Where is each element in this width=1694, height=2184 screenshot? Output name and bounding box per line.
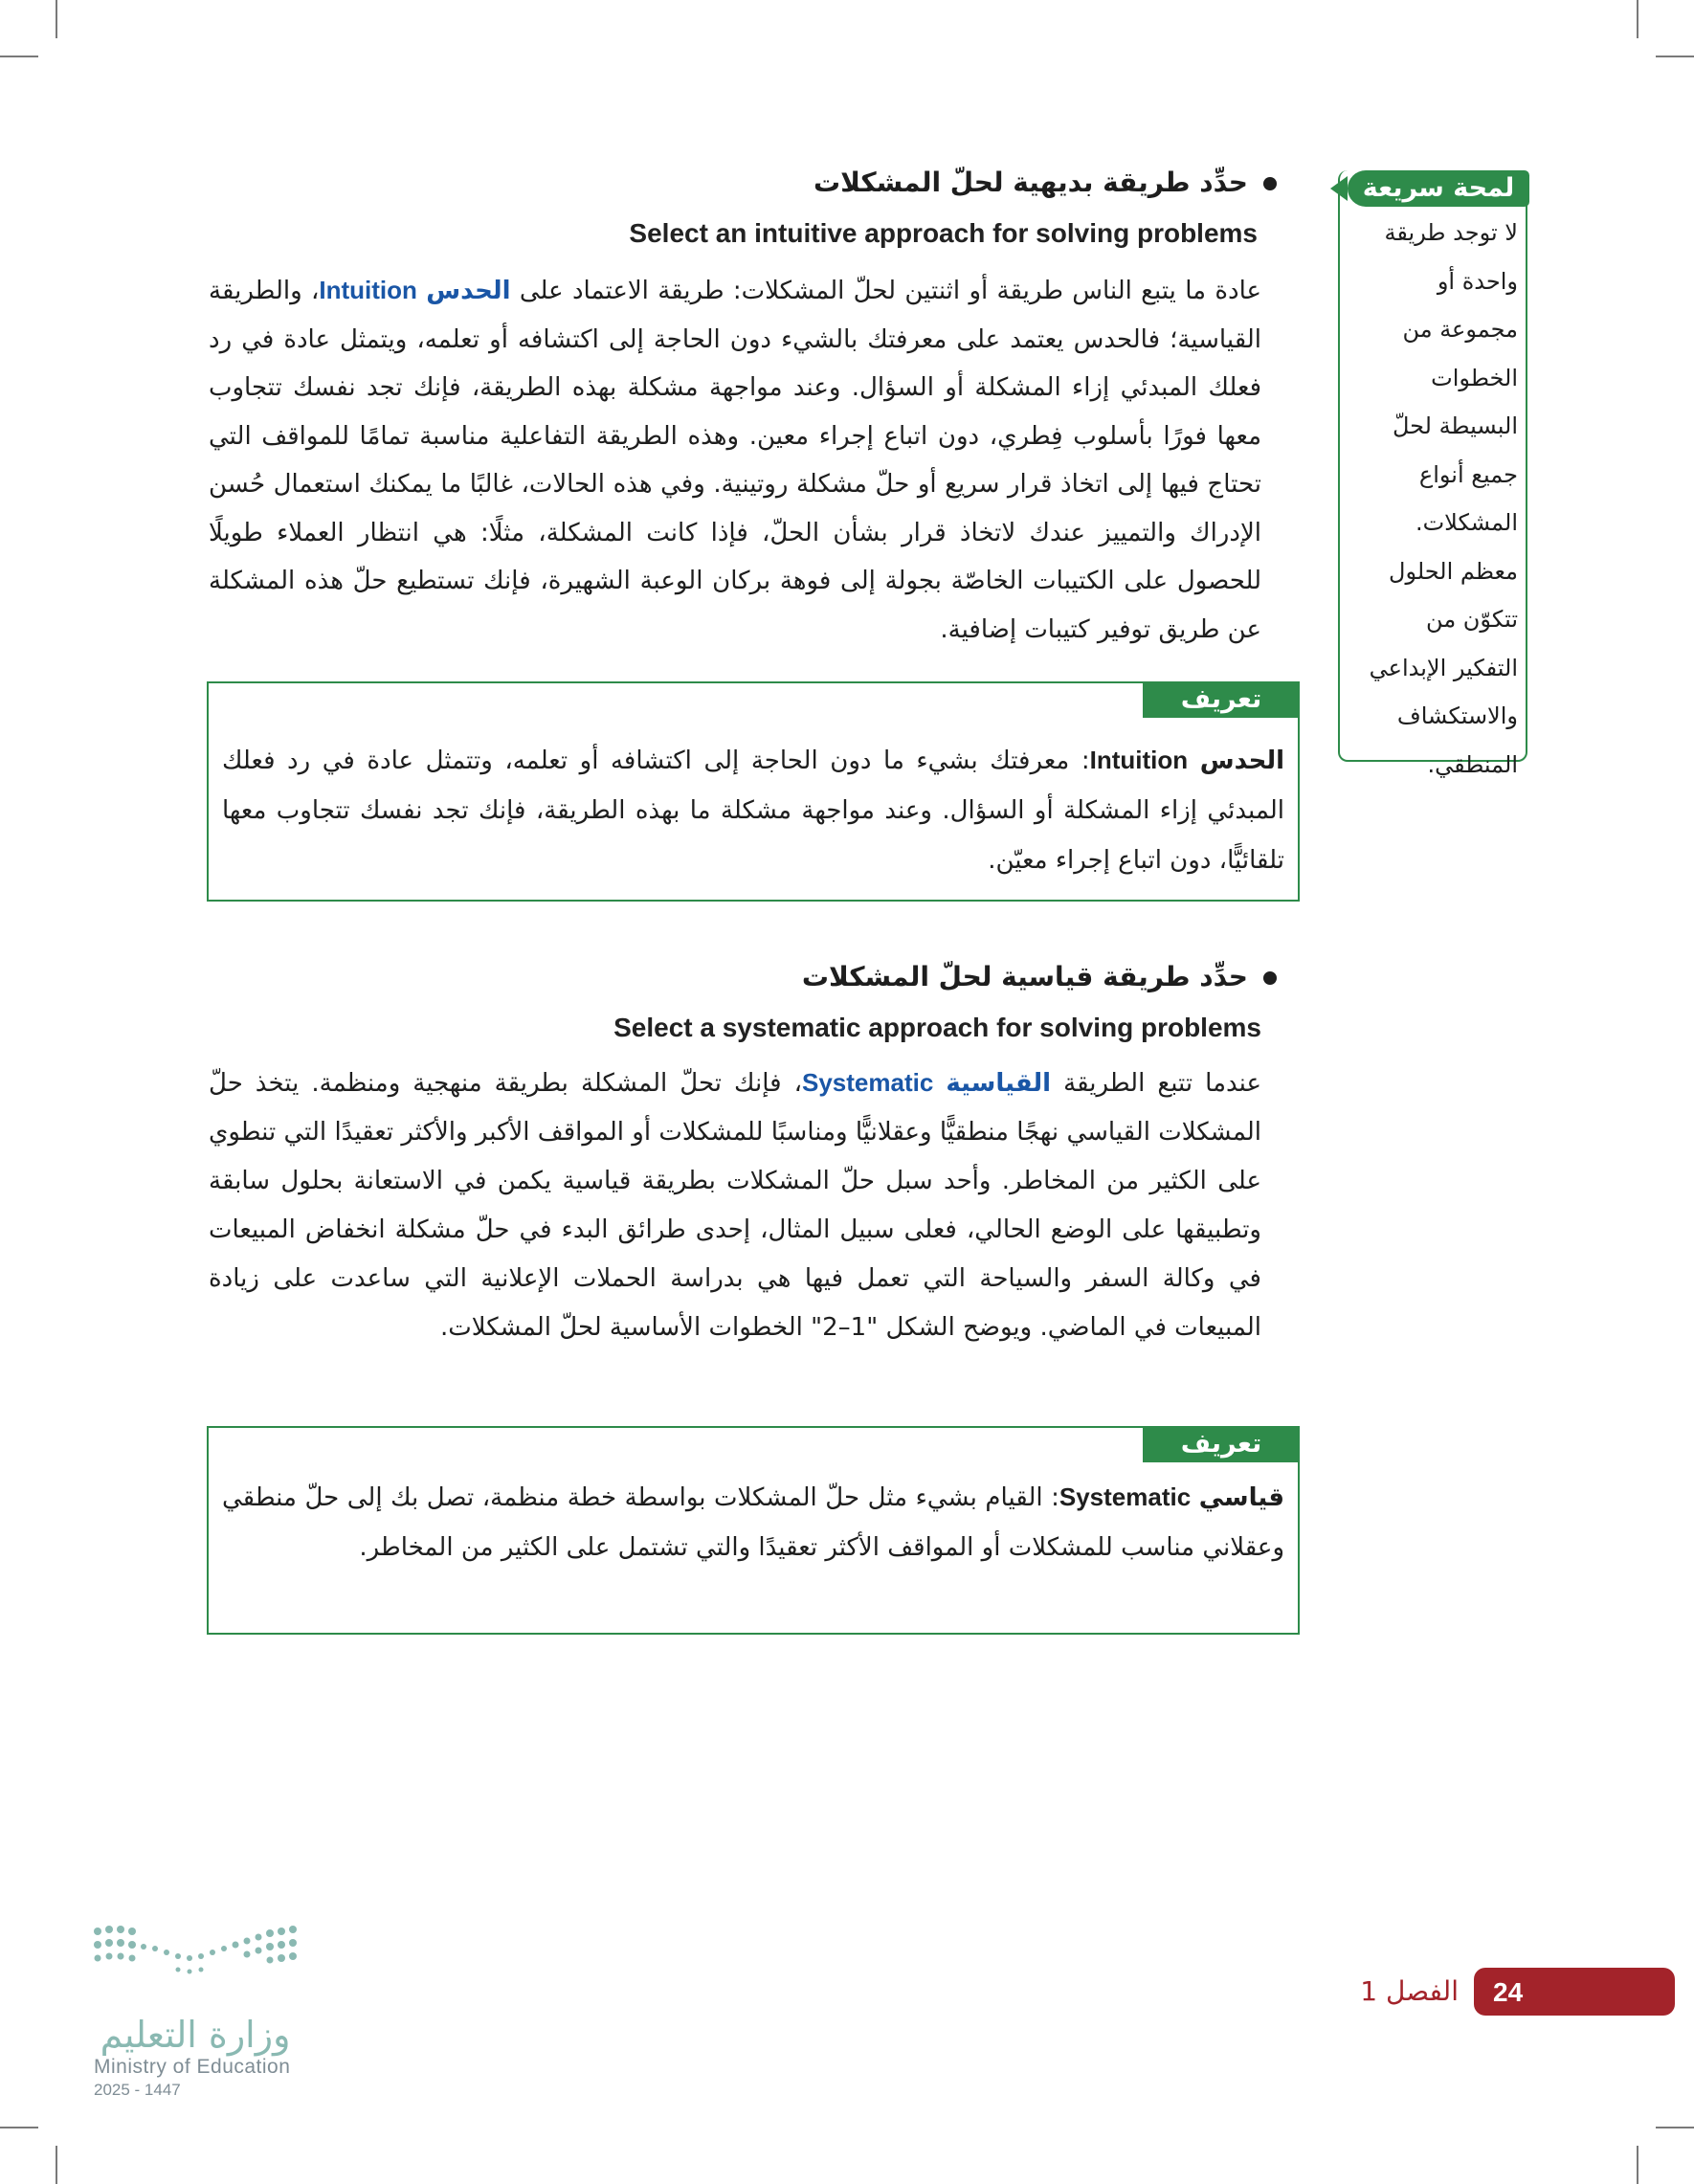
term-systematic-ar: القياسية xyxy=(946,1069,1052,1098)
quick-look-line: المنطقي. xyxy=(1427,750,1518,778)
term-systematic-en: Systematic xyxy=(802,1068,934,1097)
section2-body: ، فإنك تحلّ المشكلة بطريقة منهجية ومنظمة. يتخذ حلّ المشكلات القياسي نهجًا منطقيًّا وعقلانيًّا ومناسبًا للمشكلات أو المواقف الأكبر والأكثر تعقيدًا التي تنطوي على الكثير من المخاطر. وأحد سبل حلّ المشكلات بطريقة قياسية يكمن في الاستعانة بحلول سابقة وتطبيقها على الوضع الحالي، فعلى سبيل المثال، إحدى طرائق البدء في حلّ مشكلة انخفاض المبيعات في وكالة السفر والسياحة التي تعمل فيها هي بدراسة الحملات الإعلانية التي ساعدت على زيادة المبيعات في الماضي. ويوضح الشكل "1–2" الخطوات الأساسية لحلّ المشكلات. xyxy=(209,1069,1261,1342)
section1-paragraph xyxy=(209,266,1261,654)
section1-title-en: Select an intuitive approach for solving problems xyxy=(629,218,1258,248)
quick-look-body xyxy=(1346,209,1518,789)
page-number: 24 xyxy=(1493,1977,1524,2007)
quick-look-line: واحدة أو xyxy=(1437,267,1518,295)
term-intuition-en: Intuition xyxy=(319,276,417,304)
quick-look-line: والاستكشاف xyxy=(1396,702,1518,729)
quick-look-line: جميع أنواع xyxy=(1418,460,1518,488)
quick-look-line: لا توجد طريقة xyxy=(1384,219,1518,246)
def-term-ar: الحدس xyxy=(1199,747,1285,775)
section2-paragraph xyxy=(209,1059,1261,1352)
section2-title-en: Select a systematic approach for solving problems xyxy=(613,1013,1261,1042)
quick-look-line: المشكلات. xyxy=(1415,509,1518,536)
bullet-icon xyxy=(1263,971,1277,985)
definition-box-intuition xyxy=(207,681,1300,902)
quick-look-line: مجموعة من xyxy=(1402,316,1518,343)
bullet-icon xyxy=(1263,177,1277,190)
def-body: : القيام بشيء مثل حلّ المشكلات بواسطة خطة منظمة، تصل بك إلى حلّ منطقي وعقلاني مناسب للمشكلات أو المواقف الأكثر تعقيدًا والتي تشتمل على الكثير من المخاطر. xyxy=(222,1483,1284,1562)
def-body: : معرفتك بشيء ما دون الحاجة إلى اكتشافه أو تعلمه، وتتمثل عادة في رد فعلك المبدئي إزاء المشكلة أو السؤال. وعند مواجهة مشكلة ما بهذه الطريقة، فإنك تجد نفسك تتجاوب معها تلقائيًّا، دون اتباع إجراء معيّن. xyxy=(222,747,1284,875)
section1-title-ar: حدِّد طريقة بديهية لحلّ المشكلات xyxy=(814,167,1248,198)
section2-heading xyxy=(415,961,1277,992)
section1-heading xyxy=(415,167,1277,198)
quick-look-line: التفكير الإبداعي xyxy=(1369,654,1518,681)
ministry-logo xyxy=(92,1920,302,2099)
quick-look-line: الخطوات xyxy=(1431,364,1518,391)
quick-look-line: البسيطة لحلّ xyxy=(1392,412,1518,439)
def-term-en: Systematic xyxy=(1059,1482,1192,1511)
section1-intro: عادة ما يتبع الناس طريقة أو اثنتين لحلّ المشكلات: طريقة الاعتماد على xyxy=(519,277,1262,305)
crop-mark xyxy=(1656,56,1694,57)
definition-label: تعريف xyxy=(1143,681,1300,718)
quick-look-line: تتكوّن من xyxy=(1426,606,1518,633)
quick-look-line: معظم الحلول xyxy=(1389,557,1518,585)
logo-text-ar: وزارة التعليم xyxy=(100,2014,291,2056)
quick-look-tag: لمحة سريعة xyxy=(1348,170,1529,207)
page-number-badge xyxy=(1474,1968,1675,2016)
crop-mark xyxy=(1637,0,1638,38)
section2-intro: عندما تتبع الطريقة xyxy=(1063,1069,1262,1098)
logo-dots-icon xyxy=(92,1920,302,2006)
crop-mark xyxy=(56,2146,57,2184)
definition-text xyxy=(222,735,1284,885)
def-term-en: Intuition xyxy=(1089,746,1189,774)
definition-label: تعريف xyxy=(1143,1426,1300,1462)
term-intuition-ar: الحدس xyxy=(426,277,511,305)
crop-mark xyxy=(0,2127,38,2128)
crop-mark xyxy=(56,0,57,38)
section1-body: ، والطريقة القياسية؛ فالحدس يعتمد على معرفتك بالشيء دون الحاجة إلى اكتشافه أو تعلمه، ويتمثل عادة في رد فعلك المبدئي إزاء المشكلة أو السؤال. وعند مواجهة مشكلة بهذه الطريقة، فإنك تجد نفسك تتجاوب معها فورًا بأسلوب فِطري، دون اتباع إجراء معين. وهذه الطريقة التفاعلية مناسبة تمامًا للمواقف التي تحتاج فيها إلى اتخاذ قرار سريع أو حلّ مشكلة روتينية. وفي هذه الحالات، غالبًا ما يمكنك استعمال حُسن الإدراك والتمييز عندك لاتخاذ قرار بشأن الحلّ، فإذا كانت المشكلة، مثلًا: هي انتظار العملاء طويلًا للحصول على الكتيبات الخاصّة بجولة إلى فوهة بركان الوعبة الشهيرة، فإنك تستطيع حلّ هذه المشكلة عن طريق توفير كتيبات إضافية. xyxy=(209,277,1261,644)
crop-mark xyxy=(1637,2146,1638,2184)
quick-look-sidebar xyxy=(1338,170,1527,778)
logo-text-en: Ministry of Education xyxy=(94,2056,291,2078)
crop-mark xyxy=(0,56,38,57)
def-term-ar: قياسي xyxy=(1198,1483,1284,1512)
logo-year: 2025 - 1447 xyxy=(94,2081,181,2099)
section2-title-ar: حدِّد طريقة قياسية لحلّ المشكلات xyxy=(801,961,1248,992)
chapter-label: الفصل 1 xyxy=(1360,1975,1459,2007)
definition-text xyxy=(222,1472,1284,1572)
crop-mark xyxy=(1656,2127,1694,2128)
definition-box-systematic xyxy=(207,1426,1300,1635)
